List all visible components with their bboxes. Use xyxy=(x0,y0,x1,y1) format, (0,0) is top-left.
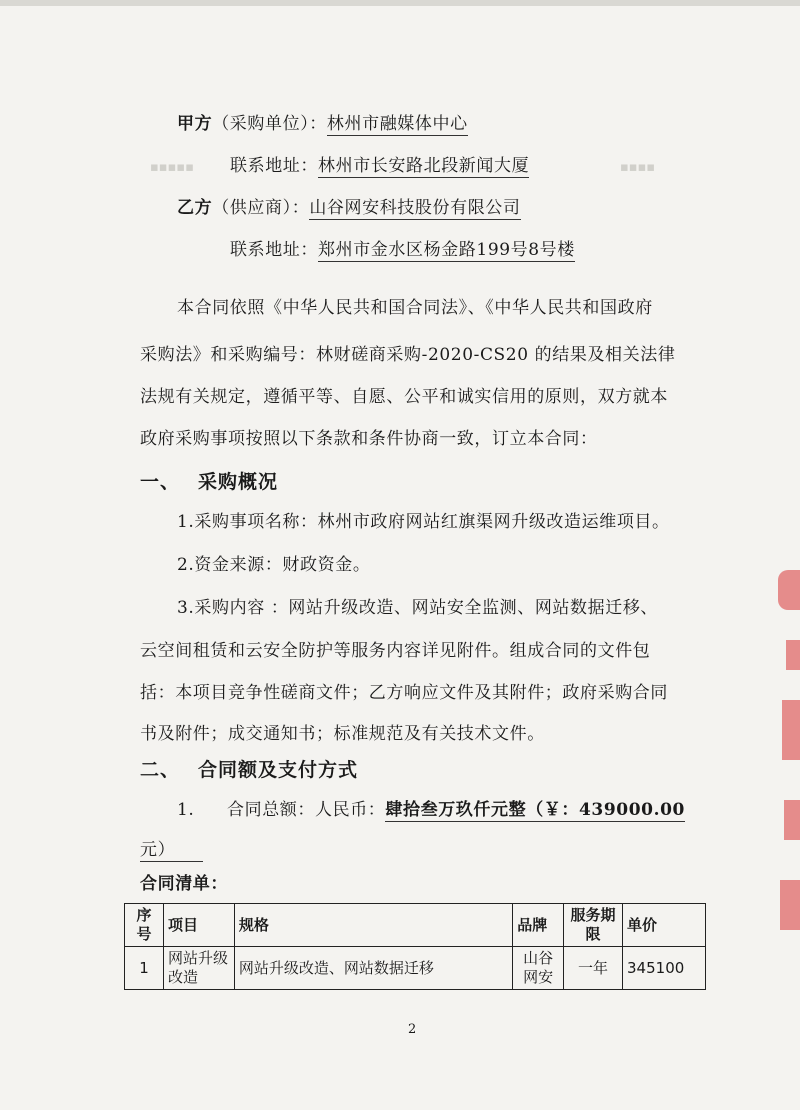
section-2-title: 合同额及支付方式 xyxy=(198,759,359,781)
party-b-role: （供应商）： xyxy=(212,198,310,218)
party-a-address-label: 联系地址： xyxy=(230,156,318,176)
header-no: 序号 xyxy=(125,904,164,947)
seal-fragment xyxy=(782,700,800,760)
list-title: 合同清单： xyxy=(140,874,228,894)
cell-period: 一年 xyxy=(564,947,623,990)
contract-total-label: 合同总额：人民币： xyxy=(227,800,386,820)
section-1-title: 采购概况 xyxy=(198,471,279,493)
party-a-line xyxy=(177,112,468,136)
contract-total-tail xyxy=(140,838,203,862)
contract-total-unit: 元） xyxy=(140,840,203,862)
seal-fragment xyxy=(780,880,800,930)
header-brand: 品牌 xyxy=(513,904,564,947)
cell-item: 网站升级改造 xyxy=(163,947,234,990)
section-1-item-1: 1.采购事项名称：林州市政府网站红旗渠网升级改造运维项目。 xyxy=(177,512,670,532)
section-2-number: 二、 xyxy=(140,759,181,781)
party-a-address-line xyxy=(230,154,529,178)
section-1-item-2: 2.资金来源：财政资金。 xyxy=(177,555,371,575)
intro-line-3: 法规有关规定，遵循平等、自愿、公平和诚实信用的原则，双方就本 xyxy=(140,387,668,407)
contract-total-amount: 肆拾叁万玖仟元整（￥：439000.00 xyxy=(385,800,685,820)
party-a-name: 林州市融媒体中心 xyxy=(326,114,468,134)
header-price: 单价 xyxy=(623,904,706,947)
section-2-heading xyxy=(140,758,358,782)
table-row xyxy=(125,947,706,990)
bleed-through-mark: ▪▪▪▪▪ xyxy=(150,160,195,175)
header-spec: 规格 xyxy=(234,904,512,947)
party-b-address-line xyxy=(230,238,575,262)
party-b-name: 山谷网安科技股份有限公司 xyxy=(309,198,521,218)
party-b-address-label: 联系地址： xyxy=(230,240,318,260)
party-b-label: 乙方 xyxy=(177,198,213,218)
intro-line-4: 政府采购事项按照以下条款和条件协商一致，订立本合同： xyxy=(140,429,598,449)
section-1-item-3-line-2: 云空间租赁和云安全防护等服务内容详见附件。组成合同的文件包 xyxy=(140,641,651,661)
section-1-item-3-line-4: 书及附件；成交通知书；标准规范及有关技术文件。 xyxy=(140,724,545,744)
party-a-role: （采购单位）： xyxy=(212,114,327,134)
bleed-through-mark: ▪▪▪▪ xyxy=(620,160,656,175)
party-a-address: 林州市长安路北段新闻大厦 xyxy=(318,156,530,176)
table-header-row xyxy=(125,904,706,947)
contract-list-table xyxy=(124,903,706,990)
cell-price: 345100 xyxy=(623,947,706,990)
section-1-heading xyxy=(140,470,278,494)
section-1-number: 一、 xyxy=(140,471,181,493)
intro-line-2: 采购法》和采购编号：林财磋商采购-2020-CS20 的结果及相关法律 xyxy=(140,345,676,365)
section-1-item-3-line-3: 括：本项目竞争性磋商文件；乙方响应文件及其附件；政府采购合同 xyxy=(140,683,668,703)
contract-total-number: 1. xyxy=(177,800,195,820)
cell-no: 1 xyxy=(125,947,164,990)
party-a-label: 甲方 xyxy=(177,114,213,134)
party-b-line xyxy=(177,196,521,220)
intro-line-1: 本合同依照《中华人民共和国合同法》、《中华人民共和国政府 xyxy=(177,298,653,318)
cell-spec: 网站升级改造、网站数据迁移 xyxy=(234,947,512,990)
party-b-address: 郑州市金水区杨金路199号8号楼 xyxy=(318,240,575,260)
scan-edge xyxy=(0,0,800,6)
contract-total-line xyxy=(177,798,685,822)
seal-fragment xyxy=(786,640,800,670)
header-item: 项目 xyxy=(163,904,234,947)
seal-fragment xyxy=(778,570,800,610)
page-number: 2 xyxy=(408,1022,417,1037)
header-period: 服务期限 xyxy=(564,904,623,947)
cell-brand: 山谷网安 xyxy=(513,947,564,990)
seal-fragment xyxy=(784,800,800,840)
section-1-item-3-line-1: 3.采购内容 ：网站升级改造、网站安全监测、网站数据迁移、 xyxy=(177,598,659,618)
